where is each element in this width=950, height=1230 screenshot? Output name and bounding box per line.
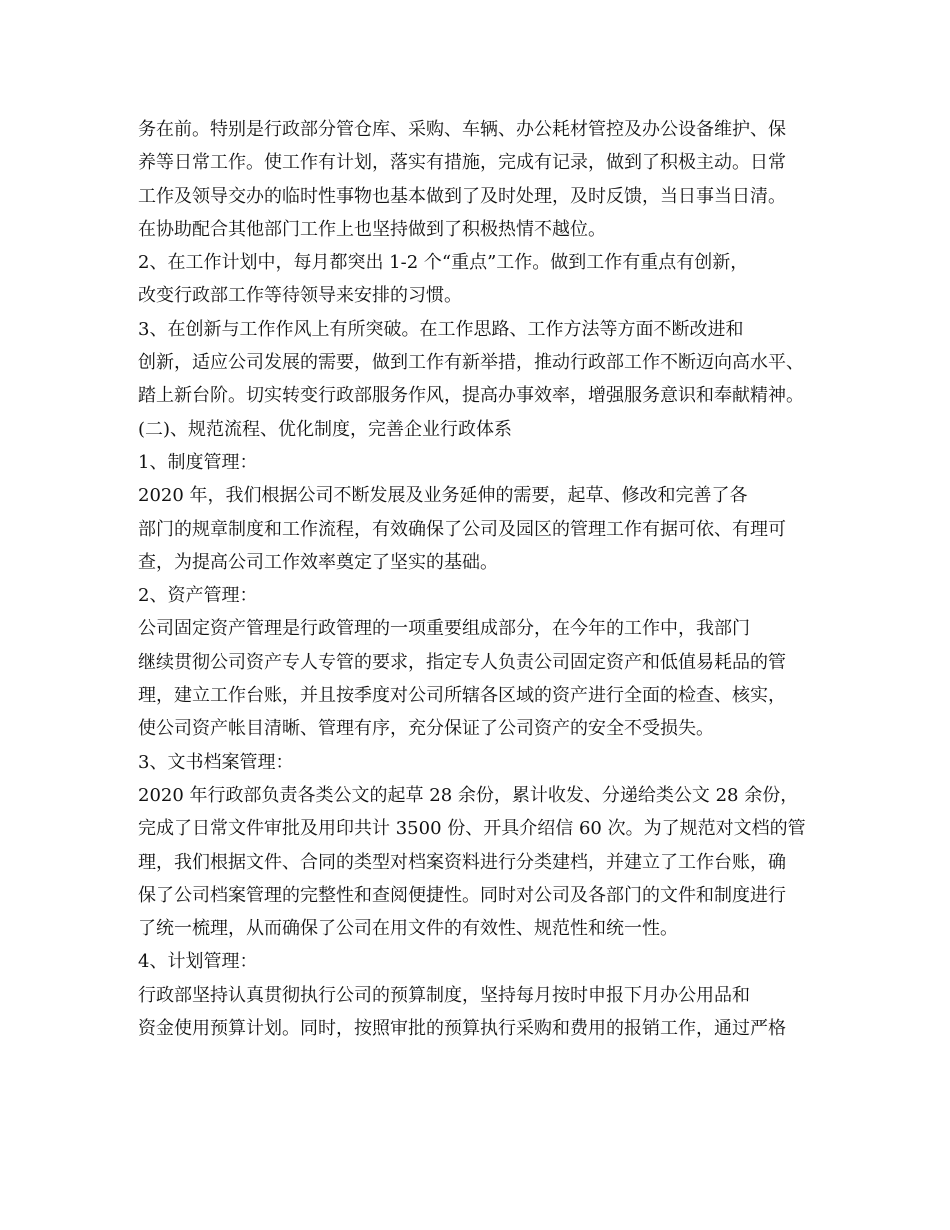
text-line: 2020 年行政部负责各类公文的起草 28 余份，累计收发、分递给类公文 28 余份， — [138, 784, 799, 806]
text-line: 改变行政部工作等待领导来安排的习惯。 — [138, 285, 462, 307]
text-line: 3、在创新与工作作风上有所突破。在工作思路、工作方法等方面不断改进和 — [138, 318, 744, 340]
section-heading: (二)、规范流程、优化制度，完善企业行政体系 — [138, 418, 513, 440]
text-line: 完成了日常文件审批及用印共计 3500 份、开具介绍信 60 次。为了规范对文档的管 — [138, 818, 806, 840]
text-line: 理，我们根据文件、合同的类型对档案资料进行分类建档，并建立了工作台账，确 — [138, 851, 786, 873]
text-line: 了统一梳理，从而确保了公司在用文件的有效性、规范性和统一性。 — [138, 918, 678, 940]
text-line: 2、在工作计划中，每月都突出 1-2 个“重点”工作。做到工作有重点有创新， — [138, 252, 749, 274]
text-line: 使公司资产帐目清晰、管理有序，充分保证了公司资产的安全不受损失。 — [138, 718, 714, 740]
text-line: 踏上新台阶。切实转变行政部服务作风，提高办事效率，增强服务意识和奉献精神。 — [138, 385, 804, 407]
subsection-heading: 2、资产管理： — [138, 585, 258, 607]
text-line: 资金使用预算计划。同时，按照审批的预算执行采购和费用的报销工作，通过严格 — [138, 1018, 786, 1040]
text-line: 在协助配合其他部门工作上也坚持做到了积极热情不越位。 — [138, 218, 606, 240]
text-line: 工作及领导交办的临时性事物也基本做到了及时处理，及时反馈，当日事当日清。 — [138, 185, 786, 207]
text-line: 务在前。特别是行政部分管仓库、采购、车辆、办公耗材管控及办公设备维护、保 — [138, 119, 786, 140]
text-line: 公司固定资产管理是行政管理的一项重要组成部分，在今年的工作中，我部门 — [138, 618, 750, 640]
text-line: 理，建立工作台账，并且按季度对公司所辖各区域的资产进行全面的检查、核实， — [138, 685, 786, 707]
text-line: 行政部坚持认真贯彻执行公司的预算制度，坚持每月按时申报下月办公用品和 — [138, 984, 750, 1006]
text-line: 继续贯彻公司资产专人专管的要求，指定专人负责公司固定资产和低值易耗品的管 — [138, 651, 786, 673]
text-line: 创新，适应公司发展的需要，做到工作有新举措，推动行政部工作不断迈向高水平、 — [138, 352, 804, 374]
subsection-heading: 1、制度管理： — [138, 451, 258, 473]
text-line: 保了公司档案管理的完整性和查阅便捷性。同时对公司及各部门的文件和制度进行 — [138, 884, 786, 906]
subsection-heading: 3、文书档案管理： — [138, 751, 294, 773]
text-line: 2020 年，我们根据公司不断发展及业务延伸的需要，起草、修改和完善了各 — [138, 485, 748, 507]
document-body — [138, 113, 838, 1045]
text-line: 部门的规章制度和工作流程，有效确保了公司及园区的管理工作有据可依、有理可 — [138, 518, 786, 540]
subsection-heading: 4、计划管理： — [138, 951, 258, 973]
text-line: 查，为提高公司工作效率奠定了坚实的基础。 — [138, 551, 498, 573]
text-line: 养等日常工作。使工作有计划，落实有措施，完成有记录，做到了积极主动。日常 — [138, 152, 786, 174]
